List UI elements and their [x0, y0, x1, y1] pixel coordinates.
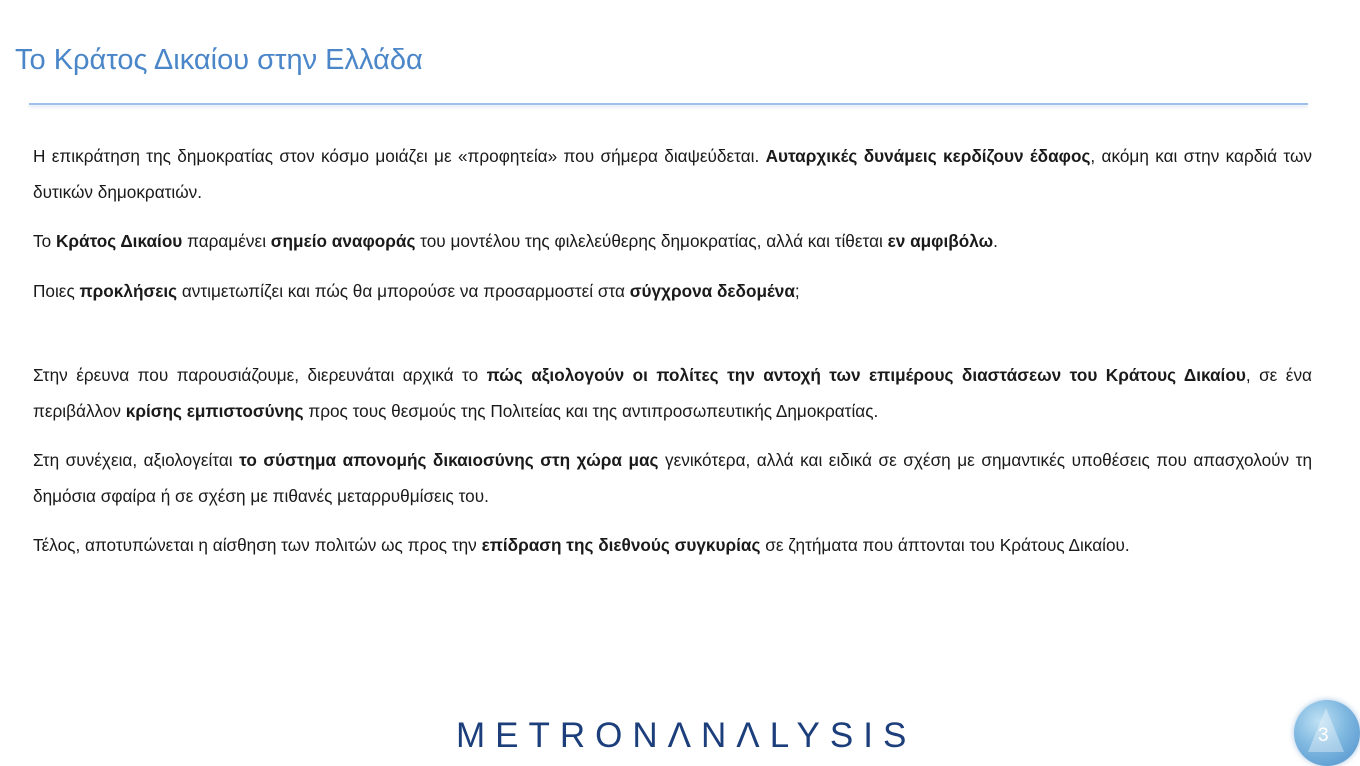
paragraph-6: [33, 528, 1312, 564]
paragraph-2-run-6: εν αμφιβόλω: [887, 231, 994, 251]
paragraph-2: [33, 224, 1312, 260]
paragraph-5-run-3: γενικότερα, αλλά και ειδικά σε σχέση με σημαντικές υποθέσεις που απασχολούν τη δημόσια σφαίρα ή σε σχέση με πιθανές μεταρρυθμίσεις του.: [33, 450, 1313, 506]
page-number: 3: [1318, 725, 1329, 746]
paragraph-3-run-5: ;: [794, 280, 800, 301]
paragraph-5-run-2: το σύστημα απονομής δικαιοσύνης στη χώρα μας: [239, 450, 659, 470]
paragraph-4-run-5: προς τους θεσμούς της Πολιτείας και της αντιπροσωπευτικής Δημοκρατίας.: [303, 400, 879, 421]
paragraph-2-run-2: Κράτος Δικαίου: [55, 231, 183, 251]
title-divider: [29, 103, 1308, 105]
paragraph-6-run-1: Τέλος, αποτυπώνεται η αίσθηση των πολιτών ως προς την: [33, 535, 482, 555]
paragraph-2-run-5: του μοντέλου της φιλελεύθερης δημοκρατίας, αλλά και τίθεται: [415, 231, 888, 251]
logo-text-metron: METRON: [456, 716, 668, 755]
paragraph-3-run-3: αντιμετωπίζει και πώς θα μπορούσε να προσαρμοστεί στα: [177, 280, 630, 301]
logo-text-analysis: ΛΝΛLYSIS: [667, 716, 917, 755]
paragraph-3: [33, 274, 1312, 310]
page-number-badge: [1294, 700, 1360, 766]
paragraph-4-run-1: Στην έρευνα που παρουσιάζουμε, διερευνάται αρχικά το: [33, 365, 487, 385]
metron-analysis-logo: [456, 713, 916, 759]
paragraph-2-run-1: Το: [33, 231, 56, 251]
paragraph-6-run-3: σε ζητήματα που άπτονται του Κράτους Δικαίου.: [760, 535, 1130, 555]
paragraph-4-run-4: κρίσης εμπιστοσύνης: [125, 400, 304, 421]
paragraph-3-run-2: προκλήσεις: [79, 280, 178, 301]
paragraph-3-run-4: σύγχρονα δεδομένα: [629, 280, 795, 301]
paragraph-1-run-3: , ακόμη και στην καρδιά των δυτικών δημοκρατιών.: [33, 146, 1312, 202]
paragraph-3-run-1: Ποιες: [33, 280, 80, 301]
slide-body: [33, 139, 1312, 578]
paragraph-6-run-2: επίδραση της διεθνούς συγκυρίας: [481, 535, 761, 555]
paragraph-1-run-2: Αυταρχικές δυνάμεις κερδίζουν έδαφος: [765, 146, 1091, 166]
paragraph-4: [33, 358, 1312, 429]
paragraph-5: [33, 443, 1312, 514]
paragraph-4-run-2: πώς αξιολογούν οι πολίτες την αντοχή των επιμέρους διαστάσεων του Κράτους Δικαίου: [486, 365, 1246, 385]
paragraph-1: [33, 139, 1312, 210]
paragraph-4-run-3: , σε ένα περιβάλλον: [33, 365, 1312, 421]
paragraph-2-run-4: σημείο αναφοράς: [270, 231, 416, 251]
paragraph-1-run-1: Η επικράτηση της δημοκρατίας στον κόσμο μοιάζει με «προφητεία» που σήμερα διαψεύδεται.: [33, 146, 766, 166]
paragraph-2-run-7: .: [993, 231, 998, 251]
slide-title: Το Κράτος Δικαίου στην Ελλάδα: [15, 44, 423, 76]
paragraph-5-run-1: Στη συνέχεια, αξιολογείται: [33, 450, 240, 470]
paragraph-2-run-3: παραμένει: [182, 231, 271, 251]
